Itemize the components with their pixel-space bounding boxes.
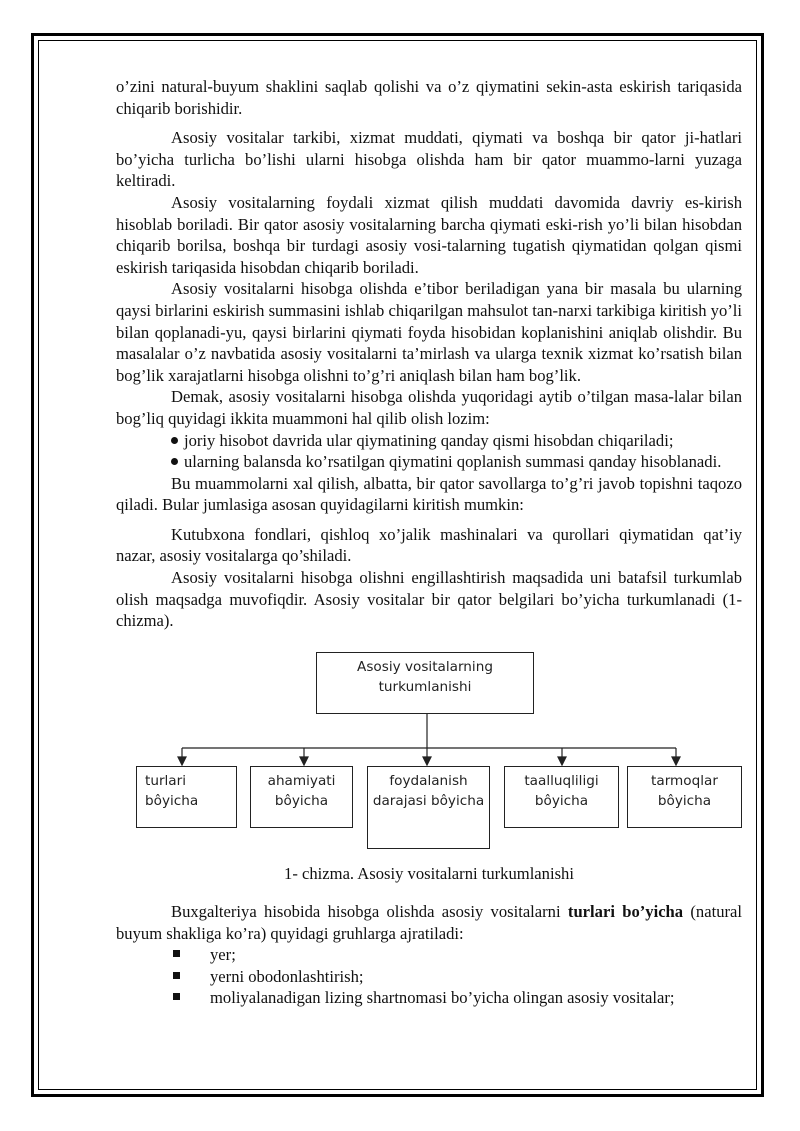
list-item bbox=[116, 987, 742, 1009]
bullet-item bbox=[116, 430, 742, 452]
paragraph: Asosiy vositalarni hisobga olishni engillashtirish maqsadida uni batafsil turkumlab olish maqsadga muvofiqdir. Asosiy vositalar bir qator belgilari bo’yicha turkumlanadi (1- chizma). bbox=[116, 568, 742, 631]
diagram-node-sectors: tarmoqlar bо̂yicha bbox=[627, 766, 742, 828]
figure-caption: 1- chizma. Asosiy vositalarni turkumlanishi bbox=[284, 863, 574, 883]
list-item-text: yerni obodonlashtirish; bbox=[210, 966, 364, 986]
paragraph: Asosiy vositalarni hisobga olishda e’tibor beriladigan yana bir masala bu ularning qaysi birlarini eskirish summasini ishlab chiqarilgan mahsulot tan-narxi tarkibiga kiritish yo’li bilan qoplanadi-yu, qaysi birlarini qiymati foyda hisobidan koplanishini aniqlab olishdir. Bu masalalar o’z navbatida asosiy vositalarni ta’mirlash va ularga texnik xizmat ko’rsatish bilan bog’lik xarajatlarni hisobga olishni to’g’ri aniqlash bilan ham bog’lik. bbox=[116, 279, 742, 385]
classification-diagram bbox=[116, 652, 742, 857]
bullet-item bbox=[116, 451, 742, 473]
paragraph: Asosiy vositalar tarkibi, xizmat muddati, qiymati va boshqa bir qator ji-hatlari bo’yicha turlicha bo’lishi ularni hisobga olishda ham bir qator muammo-larni yuzaga keltiradi. bbox=[116, 128, 742, 191]
paragraph: Bu muammolarni xal qilish, albatta, bir qator savollarga to’g’ri javob topishni taqozo qiladi. Bular jumlasiga asosan quyidagilarni kiritish mumkin: bbox=[116, 473, 742, 515]
page-content bbox=[116, 76, 742, 1009]
square-bullet-icon bbox=[173, 993, 180, 1000]
paragraph: Demak, asosiy vositalarni hisobga olishda yuqoridagi aytib o’tilgan masa-lalar bilan bog’liq quyidagi ikkita muammoni hal qilib olish lozim: bbox=[116, 387, 742, 428]
bullet-text: ularning balansda ko’rsatilgan qiymatini qoplanish summasi qanday hisoblanadi. bbox=[184, 452, 722, 472]
list-item bbox=[116, 966, 742, 988]
square-bullet-list bbox=[116, 944, 742, 1009]
list-item-text: yer; bbox=[210, 945, 236, 965]
square-bullet-icon bbox=[173, 950, 180, 957]
paragraph bbox=[116, 901, 742, 944]
paragraph-text: Buxgalteriya hisobida hisobga olishda asosiy vositalarni bbox=[171, 902, 568, 922]
diagram-root-box: Asosiy vositalarning turkumlanishi bbox=[316, 652, 534, 714]
diagram-node-affiliation: taalluqliligi bо̂yicha bbox=[504, 766, 619, 828]
bold-term: turlari bo’yicha bbox=[567, 902, 684, 922]
list-item-text: moliyalanadigan lizing shartnomasi bo’yicha olingan asosiy vositalar; bbox=[210, 988, 675, 1008]
paragraph: Kutubxona fondlari, qishloq xo’jalik mashinalari va qurollari qiymatidan qat’iy nazar, asosiy vositalarga qo’shiladi. bbox=[116, 524, 742, 566]
paragraph: Asosiy vositalarning foydali xizmat qilish muddati davomida davriy es-kirish hisoblab boriladi. Bir qator asosiy vositalarning barcha qiymati eski-rish yo’li bilan hisobdan chiqarib borilsa, boshqa bir turdagi asosiy vosi-talarning tugatish qiymatidan qolgan qismi eskirish tariqasida hisobdan chiqarib boriladi. bbox=[116, 192, 742, 277]
square-bullet-icon bbox=[173, 972, 180, 979]
diagram-node-importance: ahamiyati bо̂yicha bbox=[250, 766, 353, 828]
bullet-text: joriy hisobot davrida ular qiymatining qanday qismi hisobdan chiqariladi; bbox=[184, 430, 674, 450]
bullet-dot-icon bbox=[171, 458, 178, 465]
bullet-dot-icon bbox=[171, 437, 178, 444]
paragraph-text: (natural buyum shakliga ko’ra) quyidagi gruhlarga ajratiladi: bbox=[116, 902, 743, 943]
paragraph: o’zini natural-buyum shaklini saqlab qolishi va o’z qiymatini sekin-asta eskirish tariqasida chiqarib borishidir. bbox=[116, 77, 742, 118]
diagram-node-types: turlari bо̂yicha bbox=[136, 766, 237, 828]
list-item bbox=[116, 944, 742, 966]
diagram-node-usage-degree: foydalanish darajasi bо̂yicha bbox=[367, 766, 490, 849]
